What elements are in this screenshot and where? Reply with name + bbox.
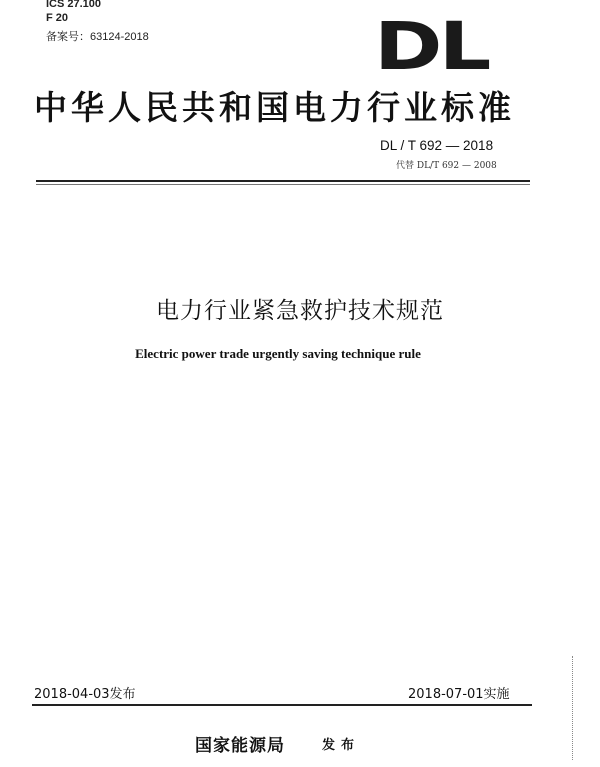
footer-divider [32,704,532,706]
standard-category: 中华人民共和国电力行业标准 [34,88,515,127]
dl-logo: DL [374,8,488,85]
scan-edge-marks [572,656,573,760]
publish-date: 2018-04-03发布 [34,687,136,702]
ics-code: ICS 27.100 [46,0,102,10]
classification-code: F 20 [46,12,69,24]
issue-label: 发布 [322,738,361,753]
document-title-chinese: 电力行业紧急救护技术规范 [156,298,444,324]
implement-date: 2018-07-01实施 [408,687,510,702]
header-divider-thin [36,184,530,185]
record-number: 备案号：63124-2018 [46,31,149,43]
standard-number: DL / T 692 — 2018 [380,138,494,153]
replaces-standard: 代替 DL/T 692 — 2008 [396,161,497,171]
issuing-authority: 国家能源局 [195,736,285,756]
document-title-english: Electric power trade urgently saving technique rule [135,346,421,361]
header-divider [36,180,530,182]
